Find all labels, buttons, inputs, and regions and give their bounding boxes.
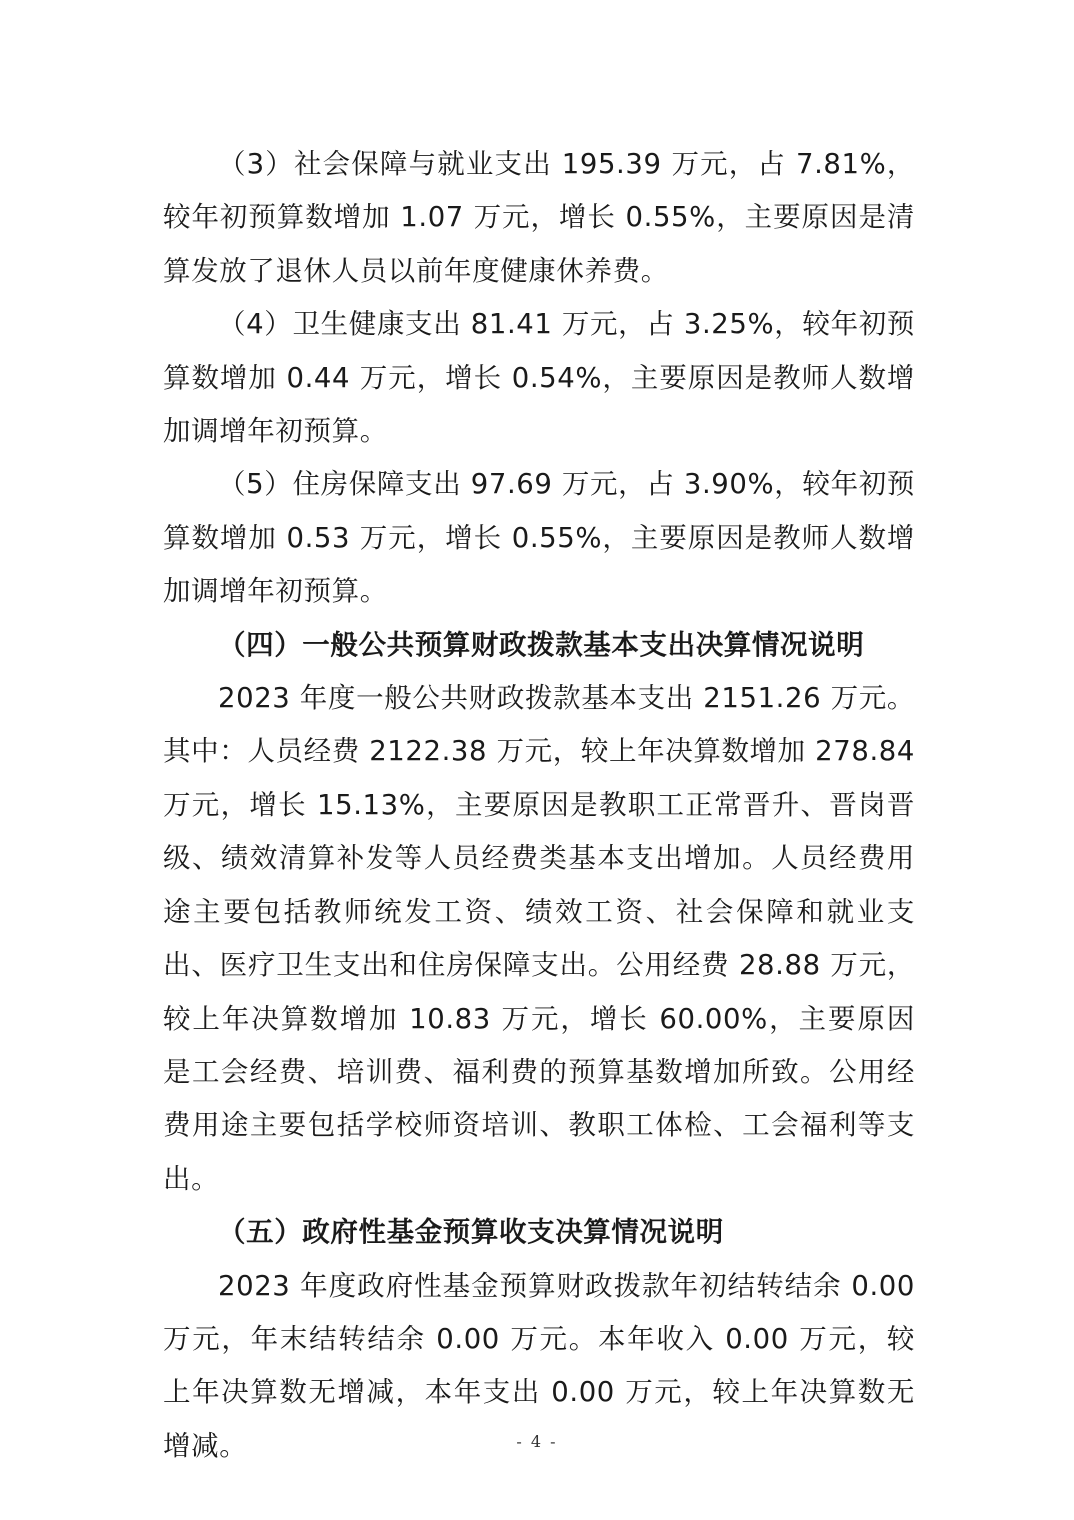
section-heading-government-fund: （五）政府性基金预算收支决算情况说明 [218,1216,724,1249]
section-heading-basic-expenditure: （四）一般公共预算财政拨款基本支出决算情况说明 [218,628,865,661]
paragraph-social-security-expenditure: （3）社会保障与就业支出 195.39 万元，占 7.81%，较年初预算数增加 1.07 万元，增长 0.55%，主要原因是清算发放了退休人员以前年度健康休养费。 [163,148,915,287]
paragraph-housing-expenditure: （5）住房保障支出 97.69 万元，占 3.90%，较年初预算数增加 0.53 万元，增长 0.55%，主要原因是教师人数增加调增年初预算。 [163,468,915,608]
paragraph-government-fund: 2023 年度政府性基金预算财政拨款年初结转结余 0.00 万元，年末结转结余 0.00 万元。本年收入 0.00 万元，较上年决算数无增减，本年支出 0.00 万元，较上年决算数无增减。 [163,1269,915,1462]
paragraph-health-expenditure: （4）卫生健康支出 81.41 万元，占 3.25%，较年初预算数增加 0.44 万元，增长 0.54%，主要原因是教师人数增加调增年初预算。 [163,308,915,448]
paragraph-basic-expenditure: 2023 年度一般公共财政拨款基本支出 2151.26 万元。其中：人员经费 2122.38 万元，较上年决算数增加 278.84 万元，增长 15.13%，主要原因是教职工正常晋升、晋岗晋级、绩效清算补发等人员经费类基本支出增加。人员经费用途主要包括教师统发工资、绩效工资、社会保障和就业支出、医疗卫生支出和住房保障支出。公用经费 28.88 万元，较上年决算数增加 10.83 万元，增长 60.00%，主要原因是工会经费、培训费、福利费的预算基数增加所致。公用经费用途主要包括学校师资培训、教职工体检、工会福利等支出。 [163,682,915,1195]
document-body [163,138,915,1473]
page-number: - 4 - [516,1432,558,1451]
